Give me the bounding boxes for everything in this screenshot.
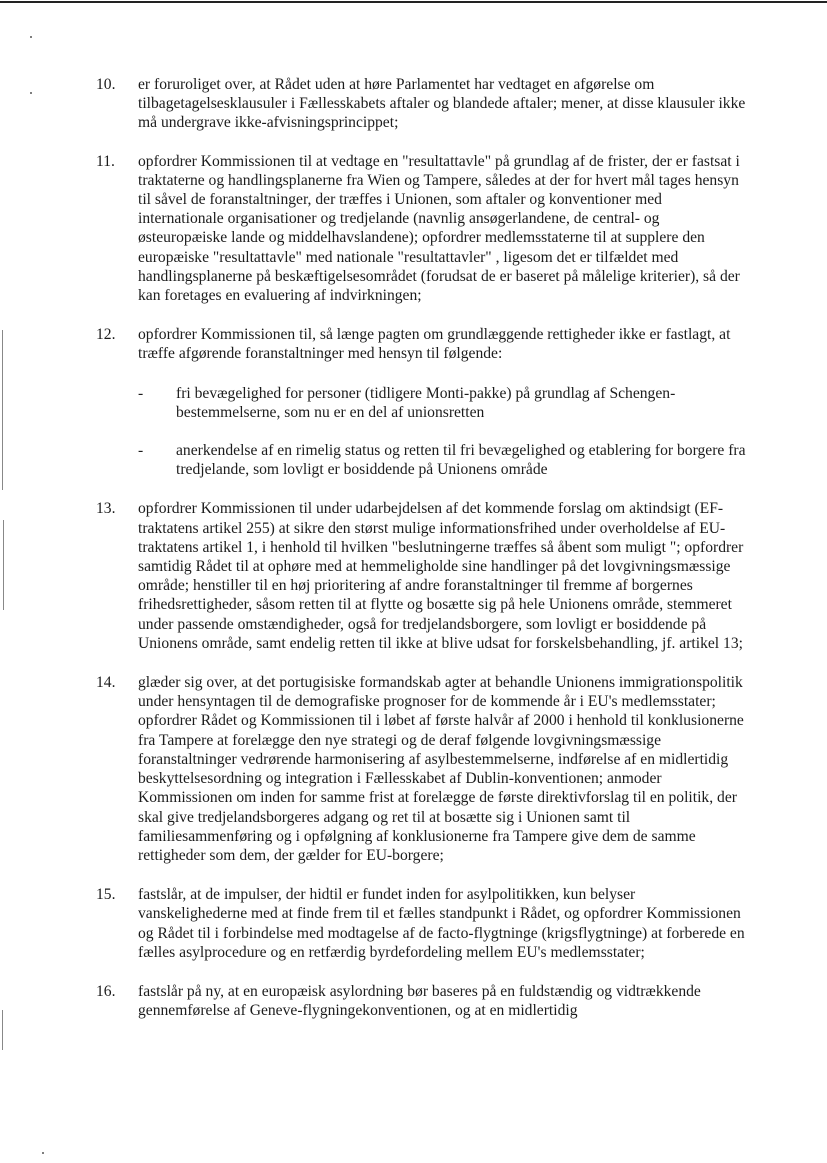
bullet-dash: - [138,384,144,402]
paragraph-text: fastslår, at de impulser, der hidtil er fundet inden for asylpolitikken, kun belyser vanskelighederne med at finde frem til et fælles standpunkt i Rådet, og opfordrer Kommissionen og Rådet til i forbindelse med modtagelse af de facto-flygtninge (krigsflygtninge) at forberede en fælles asylprocedure og en retfærdig byrdefordeling mellem EU's medlemsstater; [138,886,745,961]
paragraph-11 [96,152,746,306]
paragraph-12 [96,325,746,363]
paragraph-10 [96,75,746,133]
scan-left-edge-mark [2,1010,3,1050]
document-body [96,75,746,1020]
paragraph-text: er foruroliget over, at Rådet uden at høre Parlamentet har vedtaget en afgørelse om tilbagetagelsesklausuler i Fællesskabets aftaler og blandede aftaler; mener, at disse klausuler ikke må undergrave ikke-afvisningsprincippet; [138,76,746,132]
paragraph-16 [96,982,746,1020]
paragraph-number: 12. [96,326,116,344]
paragraph-number: 16. [96,982,116,1000]
paragraph-text: opfordrer Kommissionen til at vedtage en "resultattavle" på grundlag af de frister, der er fastsat i traktaterne og handlingsplanerne fra Wien og Tampere, således at der for hvert mål tages hensyn til såvel de foranstaltninger, der træffes i Unionen, som aftaler og konventioner med internationale organisationer og tredjelande (navnlig ansøgerlandene, de central- og østeuropæiske lande og middelhavslandene); opfordrer medlemsstaterne til at supplere den europæiske "resultattavle" med nationale "resultattavler" , ligesom det er tilfældet med handlingsplanerne på beskæftigelsesområdet (forudsat de er baseret på målelige kriterier), så der kan foretages en evaluering af indvirkningen; [138,152,740,305]
paragraph-text: opfordrer Kommissionen til, så længe pagten om grundlæggende rettigheder ikke er fastlagt, at træffe afgørende foranstaltninger med hensyn til følgende: [138,326,731,363]
paragraph-number: 14. [96,674,116,692]
paragraph-15 [96,885,746,962]
list-item [138,441,746,479]
scan-speck [30,92,32,94]
scan-left-edge-mark [2,330,3,490]
paragraph-text: fastslår på ny, at en europæisk asylordning bør baseres på en fuldstændig og vidtrækkende gennemførelse af Geneve-flygningekonventionen, og at en midlertidig [138,982,701,1020]
scan-left-edge-mark [3,520,4,610]
scan-speck [42,1152,44,1154]
paragraph-number: 13. [96,500,116,518]
bullet-text: fri bevægelighed for personer (tidligere Monti-pakke) på grundlag af Schengen-bestemmelserne, som nu er en del af unionsretten [176,384,676,421]
bullet-list [96,384,746,480]
bullet-text: anerkendelse af en rimelig status og retten til fri bevægelighed og etablering for borgere fra tredjelande, som lovligt er bosiddende på Unionens område [176,442,746,479]
paragraph-number: 15. [96,886,116,904]
bullet-dash: - [138,442,144,460]
scan-speck [30,36,32,38]
paragraph-text: opfordrer Kommissionen til under udarbejdelsen af det kommende forslag om aktindsigt (EF-traktatens artikel 255) at sikre den størst mulige informationsfrihed under overholdelse af EU-traktatens artikel 1, i henhold til hvilken "beslutningerne træffes så åbent som muligt "; opfordrer samtidig Rådet til at ophøre med at hemmeligholde sine handlinger på det lovgivningsmæssige område; henstiller til en høj prioritering af andre foranstaltninger til fremme af borgernes frihedsrettigheder, såsom retten til at flytte og bosætte sig på hele Unionens område, stemmeret under passende omstændigheder, også for tredjelandsborgere, som lovligt er bosiddende på Unionens område, samt endelig retten til ikke at blive udsat for forskelsbehandling, jf. artikel 13; [138,500,744,652]
paragraph-number: 10. [96,76,116,93]
paragraph-14 [96,673,746,865]
list-item [138,384,746,422]
scan-top-edge-line [0,1,827,3]
paragraph-number: 11. [96,152,115,170]
paragraph-text: glæder sig over, at det portugisiske formandskab agter at behandle Unionens immigrationspolitik under hensyntagen til de demografiske prognoser for de kommende år i EU's medlemsstater; opfordrer Rådet og Kommissionen til i løbet af første halvår af 2000 i henhold til konklusionerne fra Tampere at forelægge den nye strategi og de deraf følgende lovgivningsmæssige foranstaltninger vedrørende harmonisering af asylbestemmelserne, indførelse af en midlertidig beskyttelsesordning og integration i Fællesskabet af Dublin-konventionen; anmoder Kommissionen om inden for samme frist at forelægge de første direktivforslag til en politik, der skal give tredjelandsborgeres adgang og ret til at bosætte sig i Unionen samt til familiesammenføring og i opfølgning af konklusionerne fra Tampere give dem de samme rettigheder som dem, der gælder for EU-borgere; [138,674,744,864]
paragraph-13 [96,499,746,653]
